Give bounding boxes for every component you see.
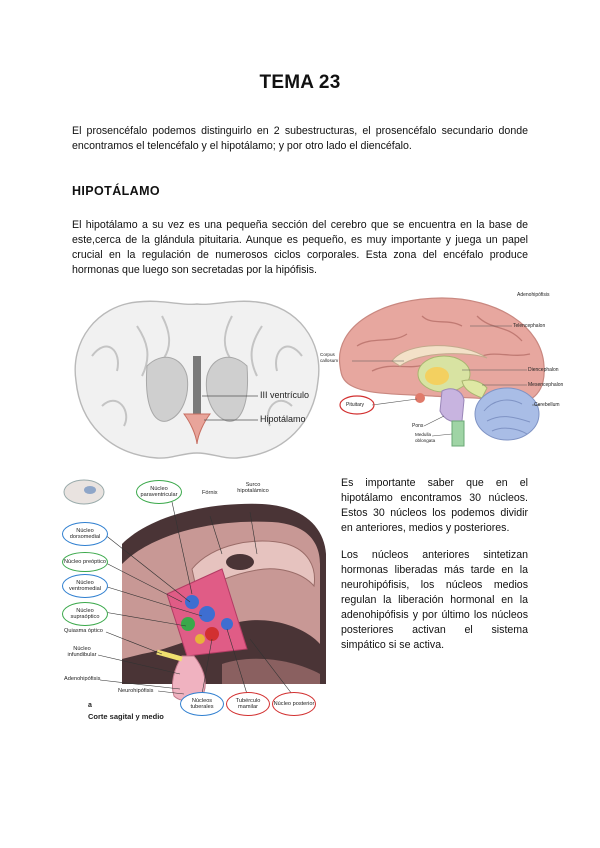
label-third-ventricle: III ventrículo [260,390,310,400]
nucleus-paraventricular-label: Núcleo paraventricular [136,480,182,504]
label-pons: Pons [412,423,424,429]
label-medulla: Medulla oblongata [415,432,436,443]
label-neurohypophysis: Neurohipófisis [118,688,154,694]
label-hypothalamic-sulcus: Surco hipotalámico [237,482,269,495]
section-title: HIPOTÁLAMO [72,184,161,198]
nucleus-dorsomedial-label: Núcleo dorsomedial [62,522,108,546]
caption-letter: a [88,702,92,709]
label-fornix: Fórnix [202,490,218,496]
figure-caption: Corte sagital y medio [88,712,164,721]
hypothalamus-nuclei-figure [62,474,338,724]
sagittal-brain-figure [312,286,562,450]
label-pituitary: Pituitary [346,402,365,408]
intro-paragraph: El prosencéfalo podemos distinguirlo en 2 subestructuras, el prosencéfalo secundario donde encontramos el telencéfalo y el hipotálamo; y por otro lado el diencéfalo. [72,125,528,152]
sagittal-brain-illustration [312,286,562,450]
label-infundibular-nucleus: Núcleo infundibular [67,646,97,659]
coronal-brain-figure [62,296,347,466]
nucleus-supraoptic-label: Núcleo supraóptico [62,602,108,626]
page-title: TEMA 23 [259,72,341,93]
right-paragraph-1: Es importante saber que en el hipotálamo encontramos 30 núcleos. Estos 30 núcleos los podemos dividir en anteriores, medios y posteriores. [341,477,528,534]
coronal-brain-illustration [62,296,347,466]
section-paragraph: El hipotálamo a su vez es una pequeña sección del cerebro que se encuentra en la base de este,cerca de la glándula pituitaria. Aunque es pequeño, es muy importante y juega un papel crucial en la regulación de numerosos ciclos corporales. Esta zona del encéfalo produce hormonas que luego son secretadas por la hipófisis. [72,219,528,276]
label-corpus-callosum: Corpus callosum [320,352,339,363]
label-diencephalon: Diencephalon [528,367,559,373]
nucleus-preoptic-label: Núcleo preóptico [62,552,108,572]
right-paragraph-2: Los núcleos anteriores sintetizan hormonas liberadas más tarde en la neurohipófisis, los núcleos medios regulan la liberación hormonal en la adenohipófisis y por último los núcleos posteriores activan el sistema simpático si se activa. [341,549,528,651]
label-adenohypophysis-3: Adenohipófisis [64,676,101,682]
label-telencephalon: Telencephalon [513,323,546,329]
nucleus-posterior-label: Núcleo posterior [272,692,316,716]
label-optic-chiasm: Quiasma óptico [64,628,103,634]
nucleus-ventromedial-label: Núcleo ventromedial [62,574,108,598]
label-mesencephalon: Mesencephalon [528,382,564,388]
nucleus-tuberal-label: Núcleos tuberales [180,692,224,716]
label-hypothalamus: Hipotálamo [260,414,306,424]
mammillary-tubercle-label: Tubérculo mamilar [226,692,270,716]
hypothalamus-nuclei-illustration [62,474,338,724]
label-cerebellum: Cerebellum [534,402,560,408]
label-adenohypophysis: Adenohipófisis [517,292,550,298]
